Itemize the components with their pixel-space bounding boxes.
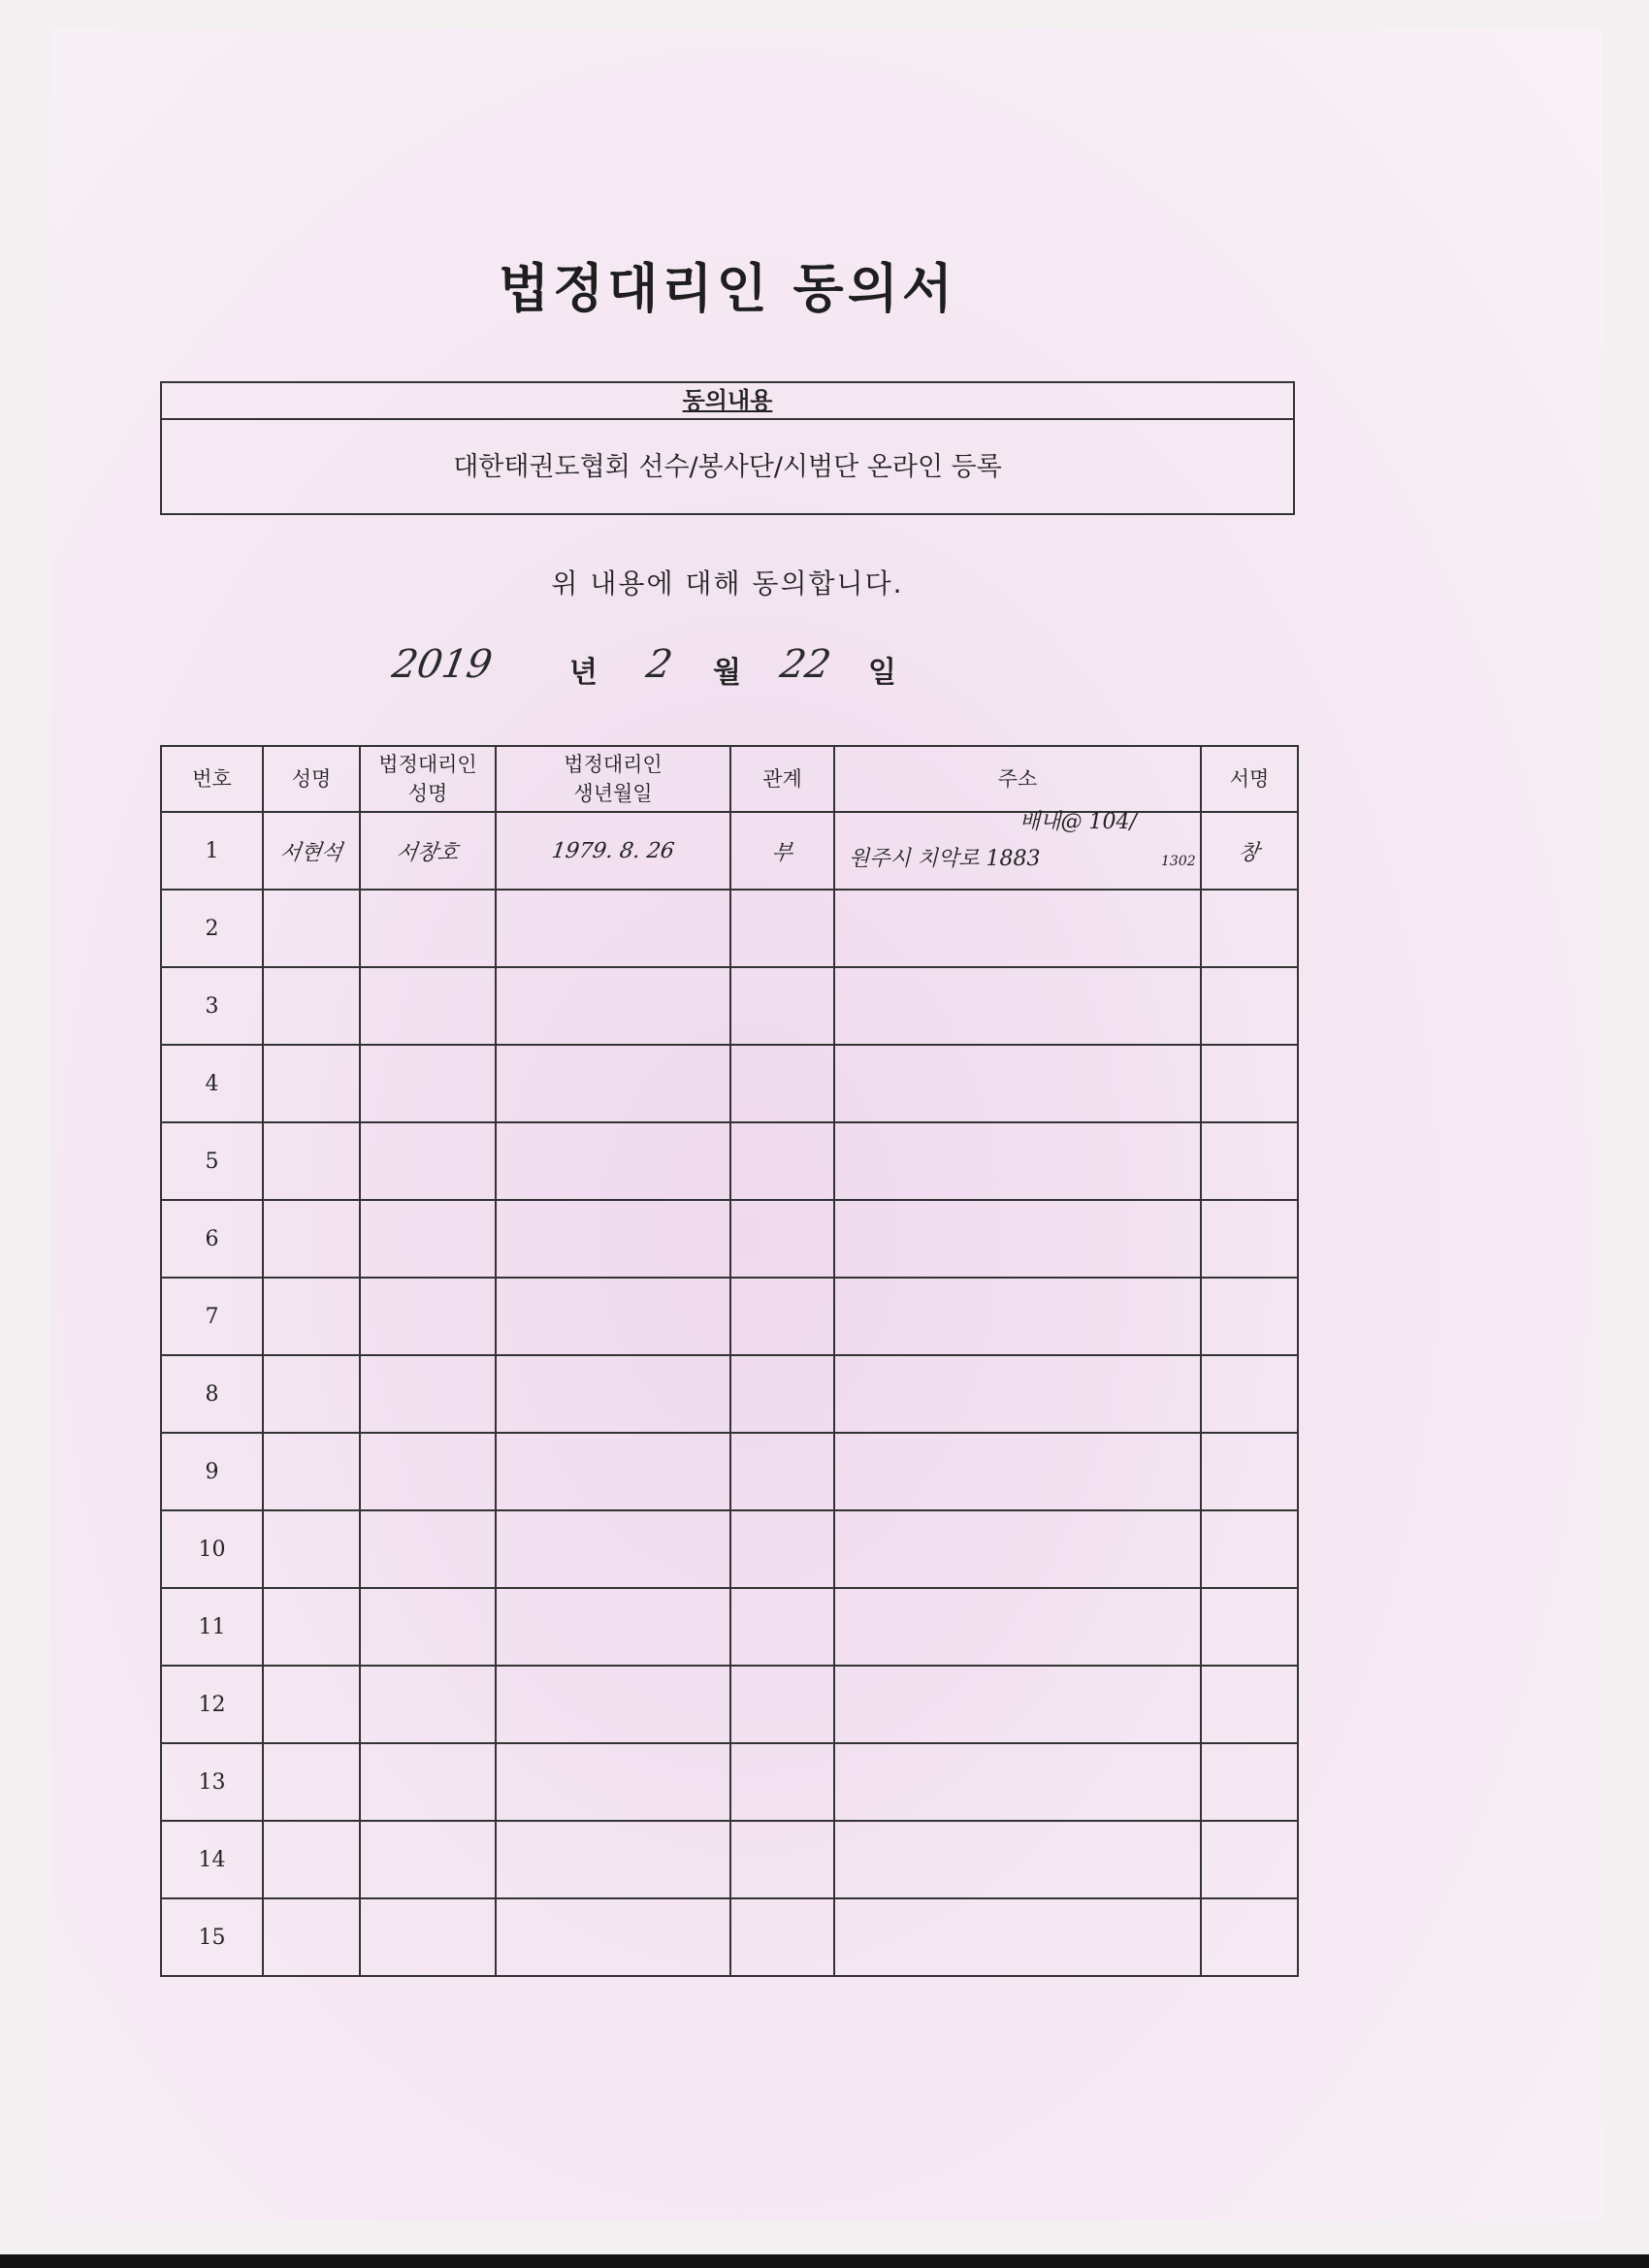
table-row (161, 967, 1298, 1045)
address-apt: 배내@ 104/ (1019, 810, 1137, 834)
guardian-birth-cell (496, 812, 730, 890)
row-number: 7 (161, 1278, 263, 1355)
table-row (161, 1743, 1298, 1821)
header-guardian-name: 법정대리인 성명 (360, 746, 496, 812)
relation-cell (730, 1278, 834, 1355)
name-cell (263, 967, 360, 1045)
guardian-birth-cell (496, 1433, 730, 1510)
header-address: 주소 (834, 746, 1201, 812)
name-cell (263, 890, 360, 967)
header-guardian-birth: 법정대리인 생년월일 (496, 746, 730, 812)
signature-cell (1201, 1821, 1298, 1898)
guardian-name-cell (360, 1821, 496, 1898)
guardian-birth-cell (496, 1821, 730, 1898)
guardian-birth-cell (496, 890, 730, 967)
relation-cell (730, 967, 834, 1045)
relation-cell (730, 1666, 834, 1743)
guardian-birth-value: 1979. 8. 26 (550, 838, 676, 863)
guardian-name-cell (360, 1122, 496, 1200)
address-cell (834, 1743, 1201, 1821)
header-number: 번호 (161, 746, 263, 812)
guardian-birth-cell (496, 1278, 730, 1355)
table-row (161, 1433, 1298, 1510)
table-row (161, 1278, 1298, 1355)
guardian-name-cell (360, 1666, 496, 1743)
table-row (161, 1898, 1298, 1976)
date-year: 2019 (388, 642, 496, 687)
row-number: 2 (161, 890, 263, 967)
relation-cell (730, 890, 834, 967)
address-cell (834, 1666, 1201, 1743)
date-day: 22 (776, 642, 834, 687)
row-number: 12 (161, 1666, 263, 1743)
table-row (161, 1510, 1298, 1588)
row-number: 1 (161, 812, 263, 890)
date-year-label: 년 (569, 656, 598, 690)
signature-cell (1201, 1122, 1298, 1200)
signature-cell (1201, 1355, 1298, 1433)
document-title: 법정대리인 동의서 (498, 258, 957, 319)
row-number: 13 (161, 1743, 263, 1821)
address-cell (834, 890, 1201, 967)
date-month: 2 (642, 642, 676, 687)
guardian-table (160, 745, 1299, 1977)
row-number: 10 (161, 1510, 263, 1588)
row-number: 14 (161, 1821, 263, 1898)
address-cell (834, 1433, 1201, 1510)
row-number: 5 (161, 1122, 263, 1200)
date-day-label: 일 (868, 656, 896, 690)
relation-value: 부 (769, 840, 794, 865)
consent-header-label: 동의내용 (682, 387, 773, 414)
table-row (161, 1355, 1298, 1433)
relation-cell (730, 1355, 834, 1433)
signature-cell (1201, 1743, 1298, 1821)
relation-cell (730, 1510, 834, 1588)
guardian-birth-cell (496, 1666, 730, 1743)
row-number: 3 (161, 967, 263, 1045)
row-number: 9 (161, 1433, 263, 1510)
guardian-birth-cell (496, 1898, 730, 1976)
address-cell (834, 1278, 1201, 1355)
name-cell (263, 1510, 360, 1588)
relation-cell (730, 1898, 834, 1976)
agreement-statement: 위 내용에 대해 동의합니다. (551, 567, 904, 599)
name-cell (263, 1898, 360, 1976)
row-number: 6 (161, 1200, 263, 1278)
table-row (161, 1200, 1298, 1278)
signature-value: 창 (1237, 840, 1262, 865)
relation-cell (730, 1588, 834, 1666)
signature-cell (1201, 1433, 1298, 1510)
signature-cell (1201, 1898, 1298, 1976)
guardian-name-cell (360, 1200, 496, 1278)
signature-cell (1201, 890, 1298, 967)
consent-content: 대한태권도협회 선수/봉사단/시범단 온라인 등록 (453, 452, 1002, 482)
address-cell (834, 1588, 1201, 1666)
header-name: 성명 (263, 746, 360, 812)
guardian-name-cell (360, 890, 496, 967)
address-cell (834, 1200, 1201, 1278)
address-cell (834, 1510, 1201, 1588)
table-row (161, 1588, 1298, 1666)
address-cell (834, 812, 1201, 890)
guardian-name-cell (360, 1355, 496, 1433)
guardian-name-cell (360, 1588, 496, 1666)
table-row (161, 812, 1298, 890)
name-cell (263, 1045, 360, 1122)
guardian-name-value: 서창호 (395, 840, 461, 865)
name-cell (263, 1743, 360, 1821)
date-month-label: 월 (713, 656, 741, 690)
table-row (161, 1122, 1298, 1200)
guardian-birth-cell (496, 1510, 730, 1588)
guardian-name-cell (360, 1278, 496, 1355)
address-cell (834, 1898, 1201, 1976)
row-number: 8 (161, 1355, 263, 1433)
guardian-name-cell (360, 812, 496, 890)
name-cell (263, 1433, 360, 1510)
row-number: 4 (161, 1045, 263, 1122)
name-cell (263, 1122, 360, 1200)
relation-cell (730, 812, 834, 890)
guardian-birth-cell (496, 1200, 730, 1278)
address-cell (834, 1122, 1201, 1200)
name-cell (263, 1588, 360, 1666)
row-number: 15 (161, 1898, 263, 1976)
guardian-name-cell (360, 1898, 496, 1976)
guardian-name-cell (360, 1045, 496, 1122)
guardian-birth-cell (496, 1588, 730, 1666)
guardian-name-cell (360, 1743, 496, 1821)
guardian-birth-cell (496, 967, 730, 1045)
address-cell (834, 1355, 1201, 1433)
guardian-name-cell (360, 1433, 496, 1510)
guardian-birth-cell (496, 1743, 730, 1821)
name-cell (263, 1278, 360, 1355)
address-cell (834, 1045, 1201, 1122)
guardian-birth-cell (496, 1355, 730, 1433)
name-value: 서현석 (278, 840, 344, 865)
address-value: 원주시 치악로 1883 (849, 847, 1041, 871)
signature-cell (1201, 1278, 1298, 1355)
name-cell (263, 1200, 360, 1278)
relation-cell (730, 1433, 834, 1510)
signature-cell (1201, 1588, 1298, 1666)
name-cell (263, 812, 360, 890)
relation-cell (730, 1743, 834, 1821)
address-cell (834, 967, 1201, 1045)
row-number: 11 (161, 1588, 263, 1666)
relation-cell (730, 1122, 834, 1200)
address-unit: 1302 (1161, 854, 1196, 869)
header-signature: 서명 (1201, 746, 1298, 812)
guardian-birth-cell (496, 1122, 730, 1200)
header-relation: 관계 (730, 746, 834, 812)
consent-header (162, 383, 1293, 420)
table-row (161, 1045, 1298, 1122)
table-row (161, 890, 1298, 967)
relation-cell (730, 1821, 834, 1898)
signature-cell (1201, 812, 1298, 890)
signature-cell (1201, 1666, 1298, 1743)
table-row (161, 1821, 1298, 1898)
relation-cell (730, 1200, 834, 1278)
name-cell (263, 1821, 360, 1898)
name-cell (263, 1666, 360, 1743)
signature-cell (1201, 1045, 1298, 1122)
guardian-name-cell (360, 967, 496, 1045)
table-row (161, 1666, 1298, 1743)
signature-cell (1201, 1510, 1298, 1588)
guardian-name-cell (360, 1510, 496, 1588)
relation-cell (730, 1045, 834, 1122)
guardian-birth-cell (496, 1045, 730, 1122)
scan-edge (0, 2254, 1649, 2268)
name-cell (263, 1355, 360, 1433)
table-header-row (161, 746, 1298, 812)
signature-cell (1201, 1200, 1298, 1278)
consent-box (160, 381, 1295, 515)
signature-cell (1201, 967, 1298, 1045)
date-line (388, 640, 936, 698)
address-cell (834, 1821, 1201, 1898)
